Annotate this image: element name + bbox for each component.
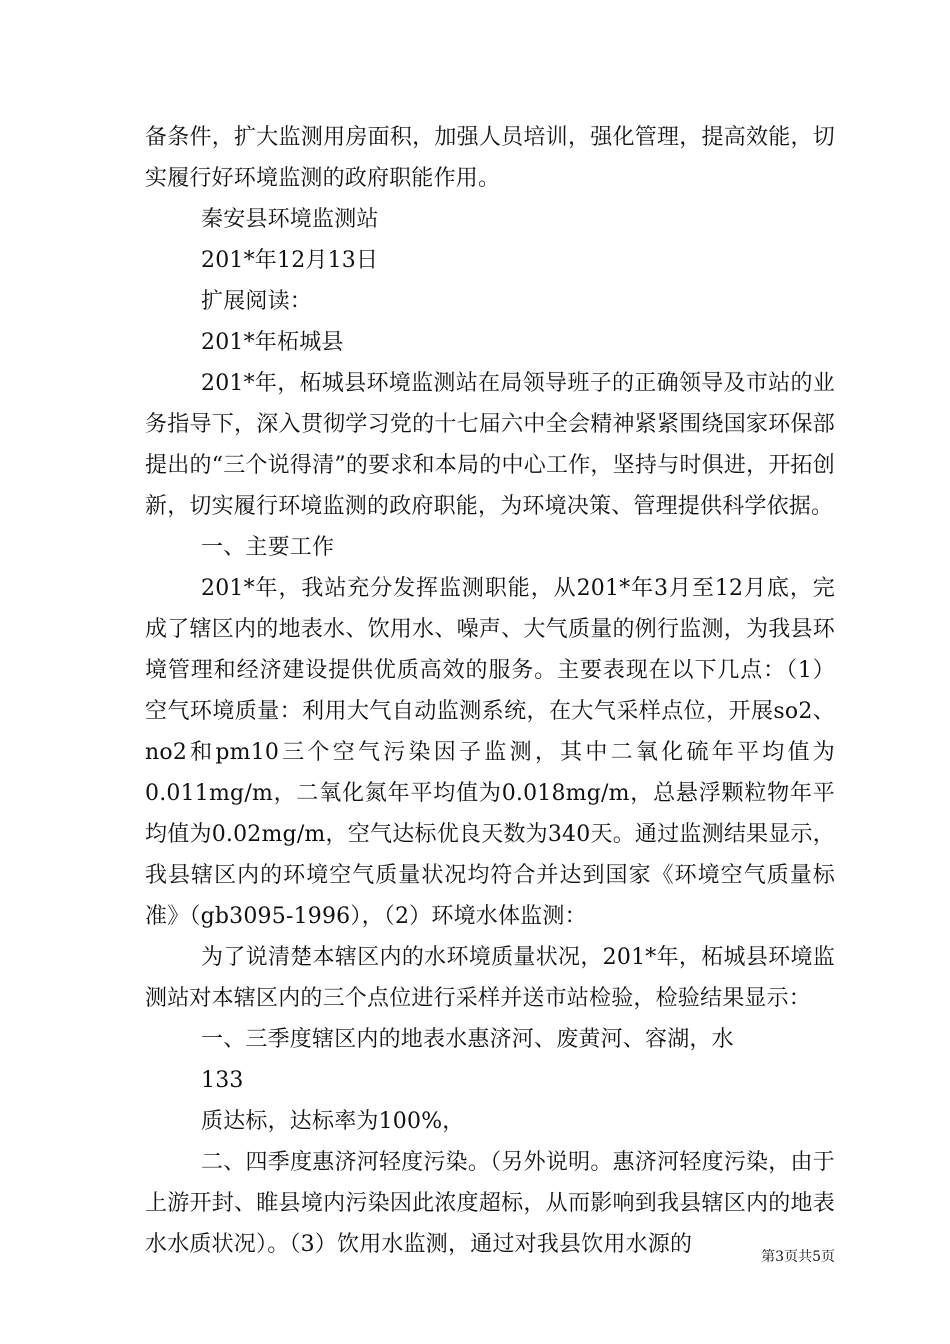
inline-number: 133: [201, 1068, 244, 1093]
signature-date: 201*年12月13日: [201, 248, 379, 273]
paragraph: 为了说清楚本辖区内的水环境质量状况，201*年，柘城县环境监测站对本辖区内的三个点位进行采样并送市站检验，检验结果显示：: [145, 945, 835, 1011]
paragraph: 201*年，柘城县环境监测站在局领导班子的正确领导及市站的业务指导下，深入贯彻学习党的十七届六中全会精神紧紧围绕国家环保部提出的“三个说得清”的要求和本局的中心工作，坚持与时俱进，开拓创新，切实履行环境监测的政府职能，为环境决策、管理提供科学依据。: [145, 371, 835, 519]
signature-organization: 秦安县环境监测站: [201, 207, 379, 232]
paragraph: 二、四季度惠济河轻度污染。（另外说明。惠济河轻度污染，由于上游开封、睢县境内污染因此浓度超标，从而影响到我县辖区内的地表水水质状况）。（3）饮用水监测，通过对我县饮用水源的: [145, 1150, 835, 1257]
paragraph: 一、三季度辖区内的地表水惠济河、废黄河、容湖，水: [201, 1027, 734, 1052]
section-heading: 201*年柘城县: [201, 330, 344, 355]
section-heading: 一、主要工作: [201, 535, 335, 560]
page-number: 第3页共5页: [761, 1249, 835, 1265]
paragraph: 备条件，扩大监测用房面积，加强人员培训，强化管理，提高效能，切实履行好环境监测的政府职能作用。: [145, 125, 835, 191]
extended-reading-label: 扩展阅读：: [201, 289, 313, 314]
paragraph: 质达标，达标率为100%，: [201, 1109, 465, 1134]
paragraph: 201*年，我站充分发挥监测职能，从201*年3月至12月底，完成了辖区内的地表水、饮用水、噪声、大气质量的例行监测，为我县环境管理和经济建设提供优质高效的服务。主要表现在以下几点：（1）空气环境质量：利用大气自动监测系统，在大气采样点位，开展so2、no2和pm10三个空气污染因子监测，其中二氧化硫年平均值为0.011mg/m，二氧化氮年平均值为0.018mg/m，总悬浮颗粒物年平均值为0.02mg/m，空气达标优良天数为340天。通过监测结果显示，我县辖区内的环境空气质量状况均符合并达到国家《环境空气质量标准》（gb3095-1996），（2）环境水体监测：: [145, 576, 835, 929]
document-body: [145, 117, 835, 1265]
